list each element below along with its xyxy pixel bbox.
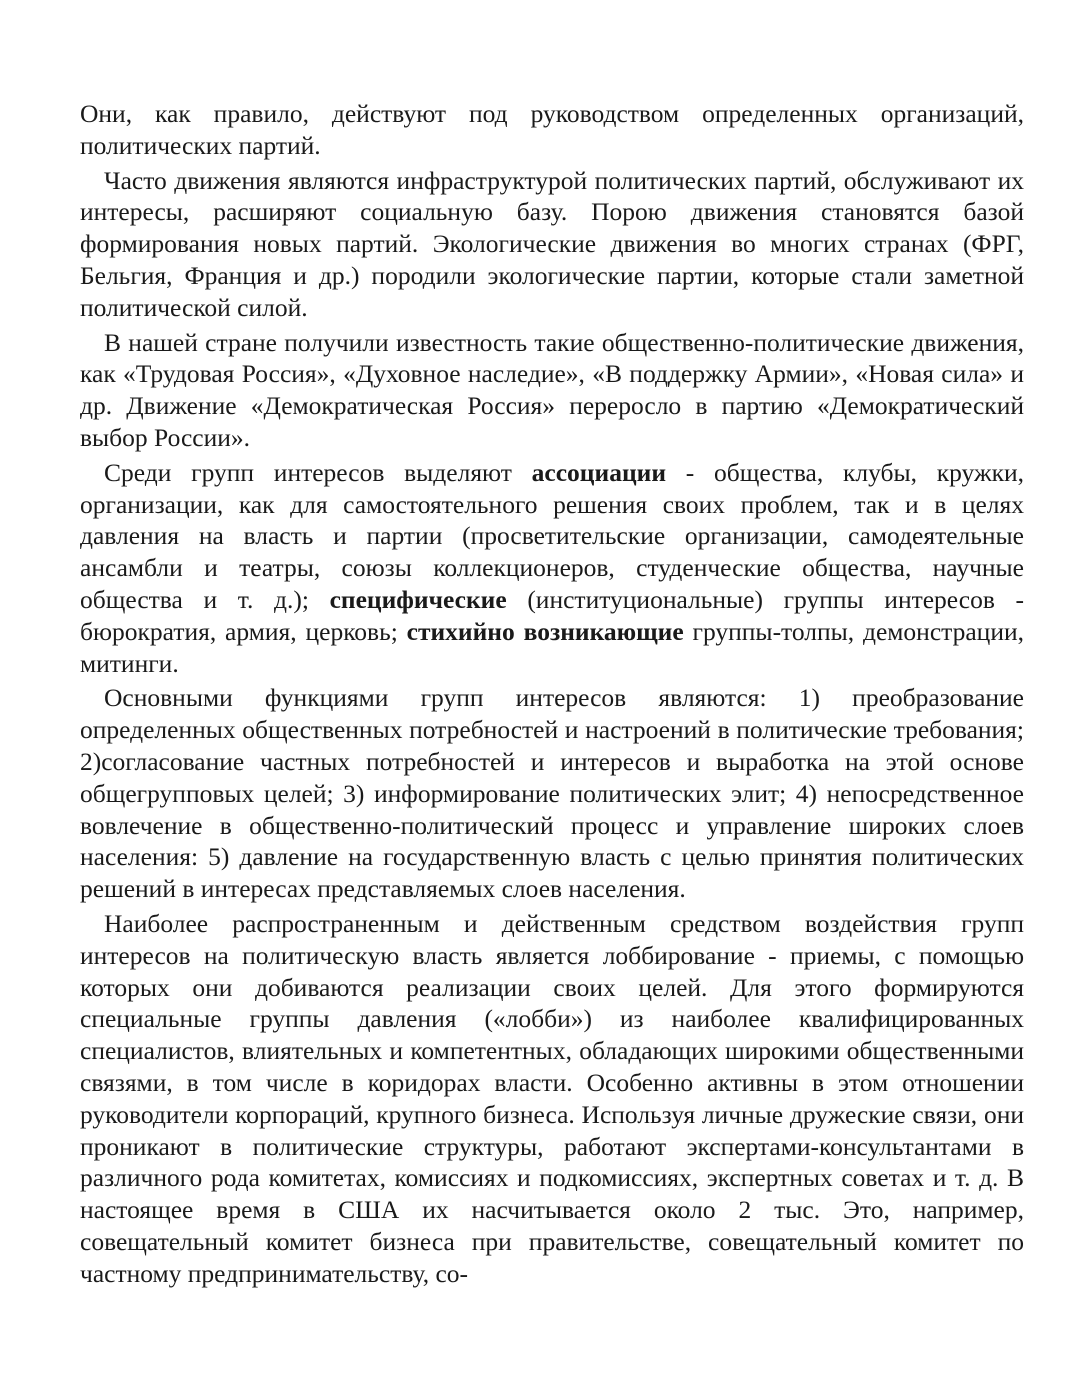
paragraph-text: (институциональные) группы интересов - бюрократия, армия, церковь; [80,584,1024,646]
paragraph-text: - общества, клубы, кружки, организации, как для самостоятельного решения своих проблем, так и в целях давления на власть и партии (просветительские организации, самодеятельные ансамбли и театры, союзы коллекционеров, студенческие общества, научные общества и т. д.); [80,457,1024,614]
bold-term-specific: специфические [329,584,507,614]
paragraph-text: Среди групп интересов выделяют [104,457,532,487]
paragraph-1 [80,98,1024,162]
bold-term-associations: ассоциации [531,457,667,487]
paragraph-6 [80,908,1024,1290]
paragraph-text: Часто движения являются инфраструктурой политических партий, обслуживают их интересы, расширяют социальную базу. Порою движения становятся базой формирования новых партий. Экологические движения во многих странах (ФРГ, Бельгия, Франция и др.) породили экологические партии, которые стали заметной политической силой. [80,165,1024,322]
paragraph-5 [80,682,1024,905]
paragraph-text: группы-толпы, демонстрации, митинги. [80,616,1024,678]
paragraph-2 [80,165,1024,324]
paragraph-3 [80,327,1024,454]
paragraph-text: Основными функциями групп интересов являются: 1) преобразование определенных общественных потребностей и настроений в политические требования; 2)согласование частных потребностей и интересов и выработка на этой основе общегрупповых целей; 3) информирование политических элит; 4) непосредственное вовлечение в общественно-политический процесс и управление широких слоев населения: 5) давление на государственную власть с целью принятия политических решений в интересах представляемых слоев населения. [80,683,1024,904]
document-page [80,98,1024,1289]
paragraph-text: В нашей стране получили известность такие общественно-политические движения, как «Трудовая Россия», «Духовное наследие», «В поддержку Армии», «Новая сила» и др. Движение «Демократическая Россия» переросло в партию «Демократический выбор России». [80,327,1024,452]
paragraph-4 [80,457,1024,680]
bold-term-spontaneous: стихийно возникающие [406,616,684,646]
paragraph-text: Они, как правило, действуют под руководством определенных организаций, политических партий. [80,99,1024,160]
paragraph-text: Наиболее распространенным и действенным средством воздействия групп интересов на политическую власть является лоббирование - приемы, с помощью которых они добиваются реализации своих целей. Для этого формируются специальные группы давления («лобби») из наиболее квалифицированных специалистов, влиятельных и компетентных, обладающих широкими общественными связями, в том числе в коридорах власти. Особенно активны в этом отношении руководители корпораций, крупного бизнеса. Используя личные дружеские связи, они проникают в политические структуры, работают экспертами-консультантами в различного рода комитетах, комиссиях и подкомиссиях, экспертных советах и т. д. В настоящее время в США их насчитывается около 2 тыс. Это, например, совещательный комитет бизнеса при правительстве, совещательный комитет по частному предпринимательству, со- [80,908,1024,1288]
